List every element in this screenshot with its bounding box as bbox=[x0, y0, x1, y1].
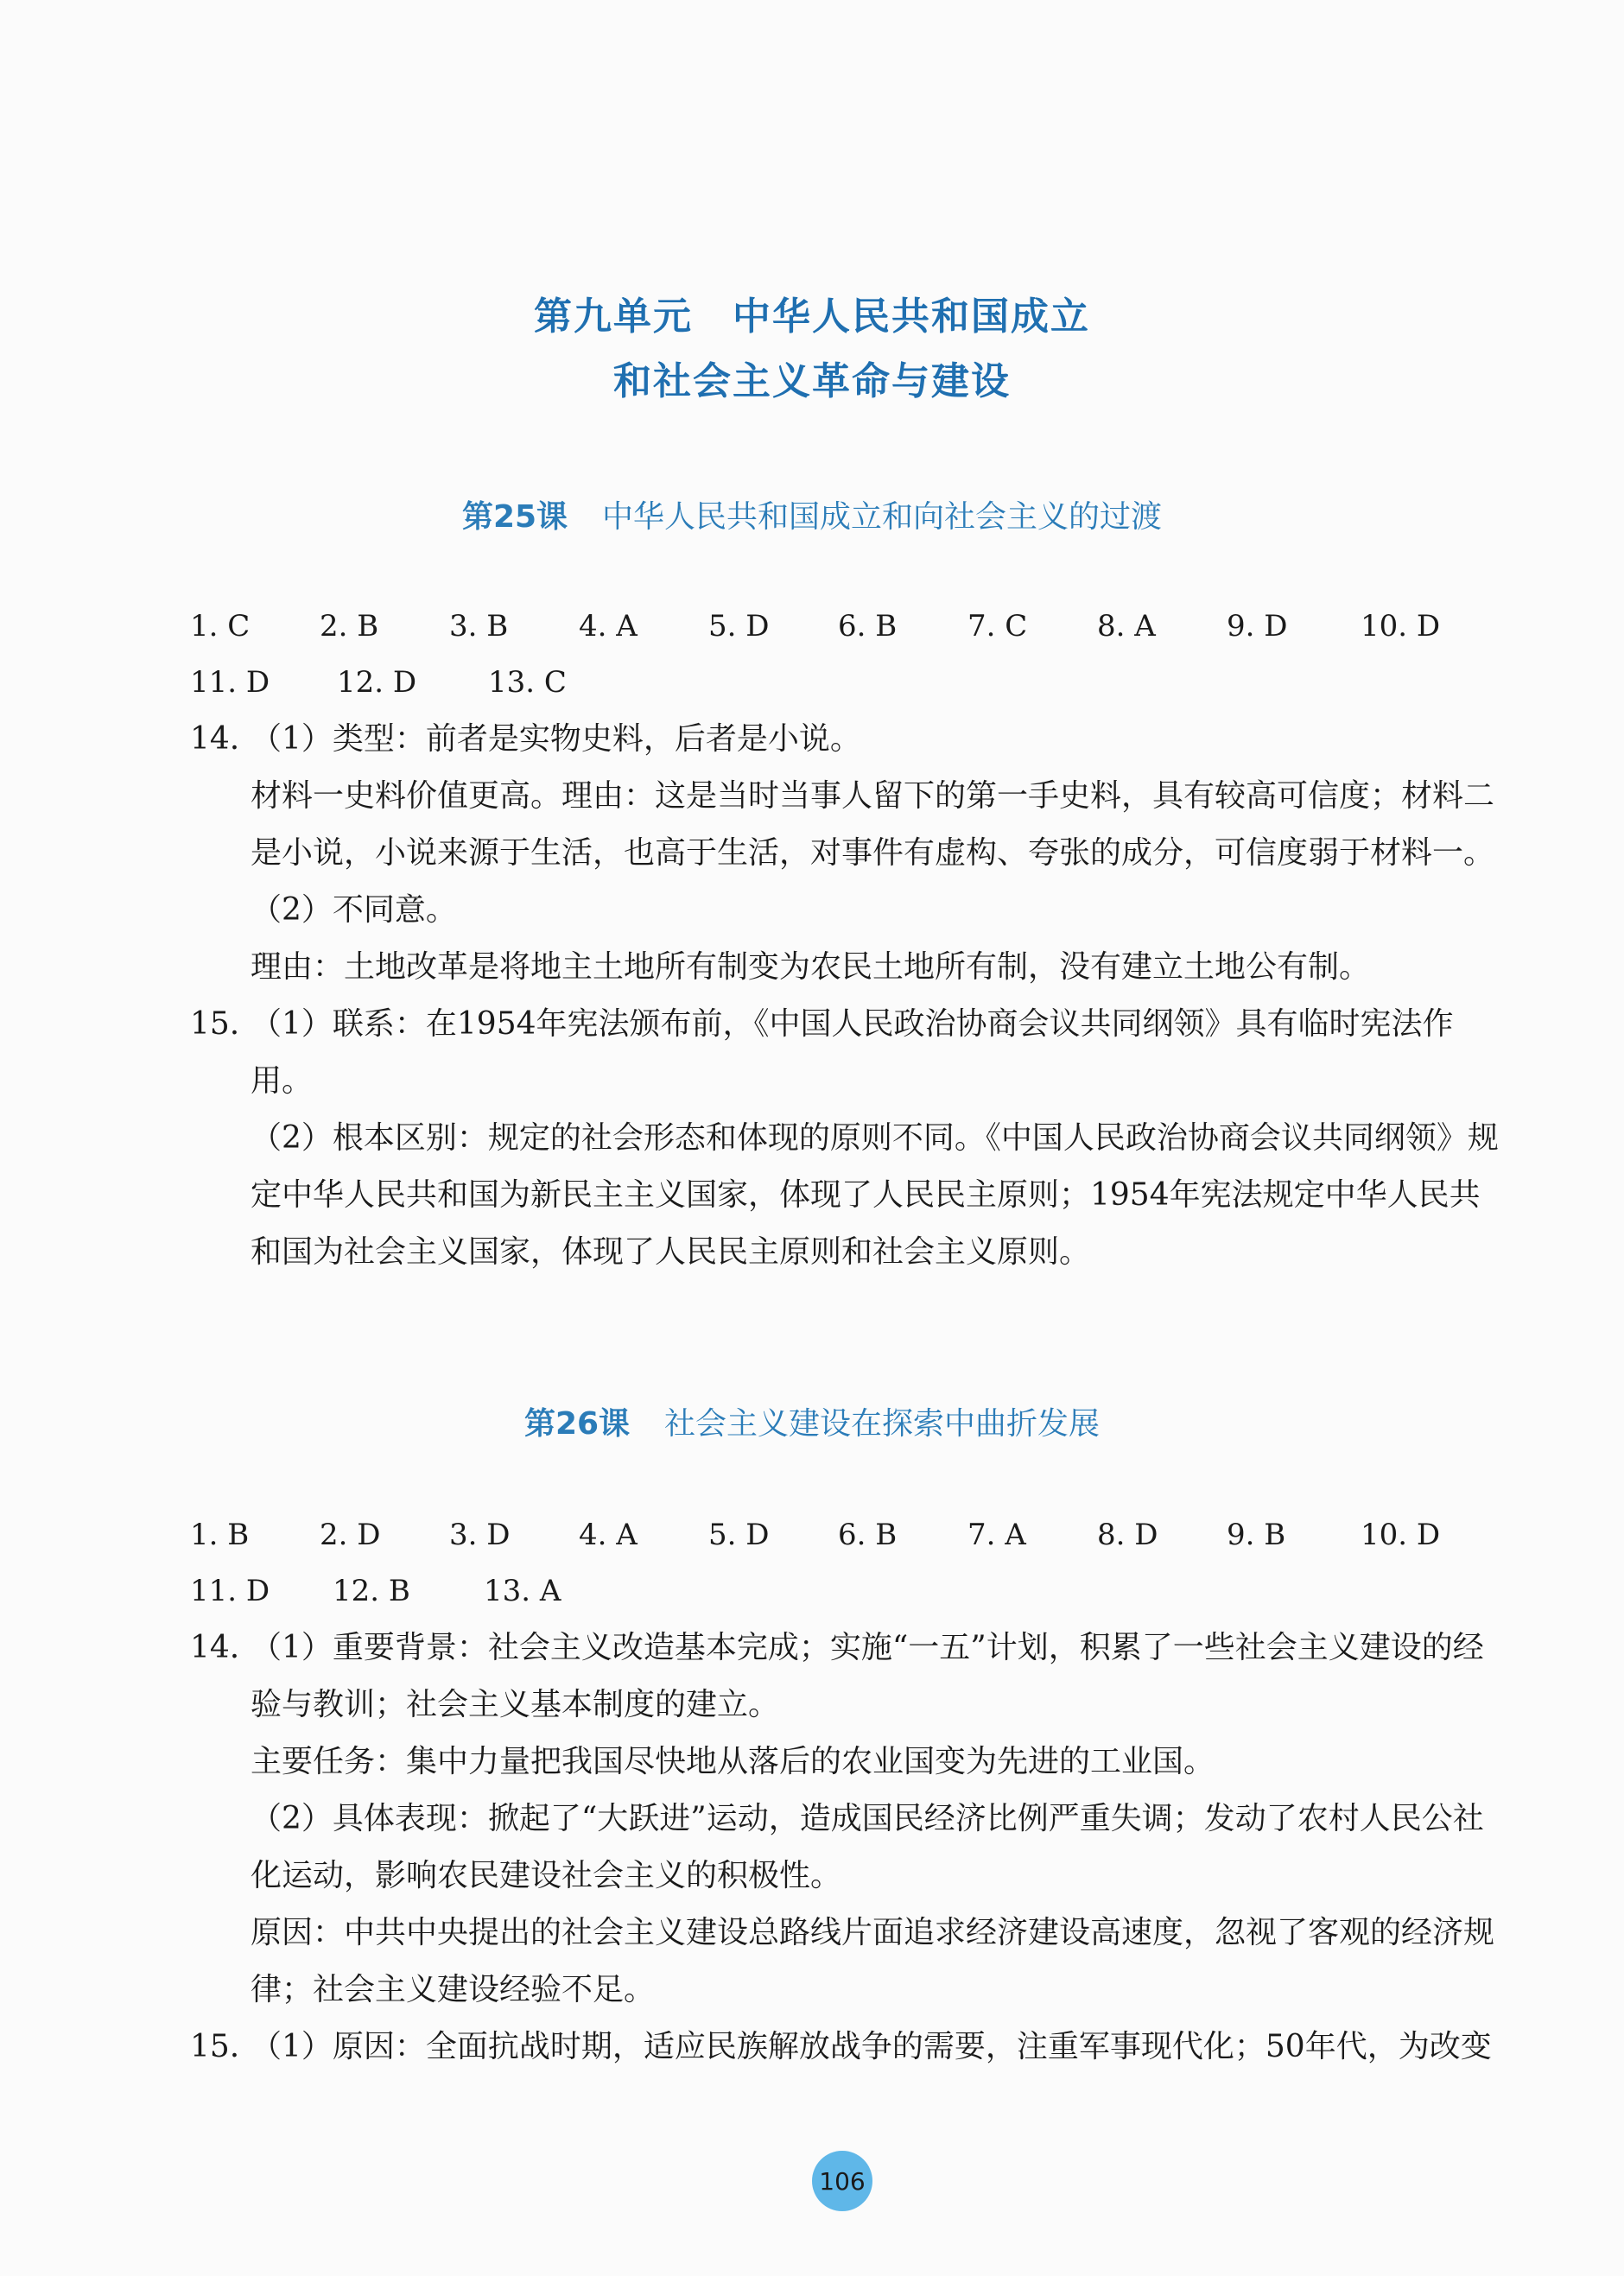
answer-paragraph: 15. （1）原因：全面抗战时期，适应民族解放战争的需要，注重军事现代化；50年代，为改变 bbox=[190, 2019, 1503, 2076]
mc-answer: 2. B bbox=[320, 609, 379, 643]
mc-answer: 9. D bbox=[1227, 609, 1288, 643]
mc-answer: 8. A bbox=[1097, 609, 1156, 643]
question-number: 15. bbox=[190, 1006, 240, 1042]
lesson-26-answers bbox=[190, 1620, 1503, 2076]
mc-answer: 5. D bbox=[708, 1518, 770, 1552]
question-number: 15. bbox=[190, 2029, 240, 2064]
mc-answer: 3. D bbox=[449, 1518, 511, 1552]
lesson-name: 中华人民共和国成立和向社会主义的过渡 bbox=[602, 499, 1163, 535]
mc-answer: 6. B bbox=[838, 609, 898, 643]
answer-paragraph: （2）具体表现：掀起了“大跃进”运动，造成国民经济比例严重失调；发动了农村人民公社化运动，影响农民建设社会主义的积极性。 bbox=[251, 1801, 1484, 1893]
lesson-number: 第25课 bbox=[461, 499, 568, 535]
mc-answer: 10. D bbox=[1361, 1518, 1441, 1552]
unit-title-line2: 和社会主义革命与建设 bbox=[613, 359, 1011, 403]
mc-answer: 1. B bbox=[190, 1518, 250, 1552]
mc-answer: 12. D bbox=[337, 665, 417, 700]
mc-answers-row bbox=[190, 605, 1503, 648]
mc-answer: 4. A bbox=[579, 1518, 638, 1552]
question-number: 14. bbox=[190, 721, 240, 757]
mc-answers-row bbox=[190, 661, 1503, 704]
mc-answer: 13. A bbox=[484, 1574, 561, 1608]
mc-answer: 3. B bbox=[449, 609, 509, 643]
lesson-26-title bbox=[0, 1399, 1624, 1443]
answer-paragraph: 材料一史料价值更高。理由：这是当时当事人留下的第一手史料，具有较高可信度；材料二是小说，小说来源于生活，也高于生活，对事件有虚构、夸张的成分，可信度弱于材料一。 bbox=[251, 778, 1495, 871]
answer-paragraph: 15. （1）联系：在1954年宪法颁布前，《中国人民政治协商会议共同纲领》具有临时宪法作用。 bbox=[190, 996, 1503, 1110]
lesson-number: 第26课 bbox=[523, 1406, 631, 1442]
mc-answer: 7. C bbox=[967, 609, 1028, 643]
mc-answer: 9. B bbox=[1227, 1518, 1286, 1552]
mc-answer: 11. D bbox=[190, 665, 270, 700]
answer-paragraph: 理由：土地改革是将地主土地所有制变为农民土地所有制，没有建立土地公有制。 bbox=[251, 949, 1371, 985]
unit-title-line1: 第九单元 中华人民共和国成立 bbox=[534, 295, 1090, 339]
answer-paragraph: （2）根本区别：规定的社会形态和体现的原则不同。《中国人民政治协商会议共同纲领》规定中华人民共和国为新民主主义国家，体现了人民民主原则；1954年宪法规定中华人民共和国为社会主义国家，体现了人民民主原则和社会主义原则。 bbox=[251, 1120, 1499, 1270]
mc-answer: 7. A bbox=[967, 1518, 1026, 1552]
mc-answer: 6. B bbox=[838, 1518, 898, 1552]
answer-paragraph: 14. （1）类型：前者是实物史料，后者是小说。 bbox=[190, 711, 1503, 768]
mc-answer: 12. B bbox=[333, 1574, 410, 1608]
mc-answer: 8. D bbox=[1097, 1518, 1158, 1552]
page-number-badge: 106 bbox=[812, 2151, 872, 2211]
answer-paragraph: （2）不同意。 bbox=[251, 892, 457, 928]
lesson-name: 社会主义建设在探索中曲折发展 bbox=[664, 1406, 1101, 1442]
mc-answer: 4. A bbox=[579, 609, 638, 643]
mc-answer: 11. D bbox=[190, 1574, 270, 1608]
answer-paragraph: 14. （1）重要背景：社会主义改造基本完成；实施“一五”计划，积累了一些社会主义建设的经验与教训；社会主义基本制度的建立。 bbox=[190, 1620, 1503, 1734]
question-number: 14. bbox=[190, 1630, 240, 1665]
mc-answer: 5. D bbox=[708, 609, 770, 643]
mc-answers-row bbox=[190, 1569, 1503, 1613]
mc-answer: 2. D bbox=[320, 1518, 381, 1552]
answer-paragraph: 原因：中共中央提出的社会主义建设总路线片面追求经济建设高速度，忽视了客观的经济规律；社会主义建设经验不足。 bbox=[251, 1915, 1495, 2007]
lesson-25-answers bbox=[190, 711, 1503, 1281]
mc-answers-row bbox=[190, 1513, 1503, 1556]
answer-paragraph: 主要任务：集中力量把我国尽快地从落后的农业国变为先进的工业国。 bbox=[251, 1744, 1215, 1779]
mc-answer: 10. D bbox=[1361, 609, 1441, 643]
mc-answer: 1. C bbox=[190, 609, 251, 643]
lesson-25-title bbox=[0, 492, 1624, 536]
mc-answer: 13. C bbox=[488, 665, 567, 700]
